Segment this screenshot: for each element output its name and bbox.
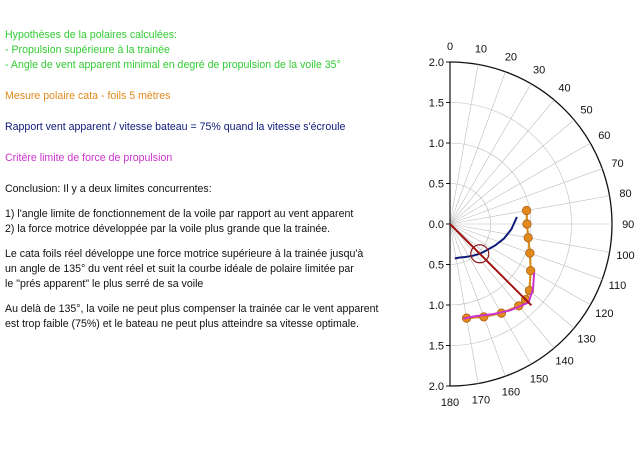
- limit-2: 2) la force motrice développée par la voile plus grande que la trainée.: [5, 223, 331, 235]
- angle-tick-label: 40: [558, 82, 571, 95]
- angle-tick-label: 150: [529, 373, 549, 386]
- paragraph-1-line-2: un angle de 135° du vent réel et suit la courbe idéale de polaire limitée par: [5, 263, 354, 275]
- angle-tick-label: 160: [501, 386, 521, 399]
- angle-tick-label: 70: [611, 158, 624, 171]
- angle-tick-label: 20: [504, 51, 518, 64]
- polar-chart: [400, 36, 640, 456]
- angle-tick-label: 60: [598, 129, 611, 142]
- series-point-mesure: [523, 220, 531, 228]
- series-point-mesure: [526, 249, 534, 257]
- mesure-legend: Mesure polaire cata - foils 5 mètres: [5, 90, 171, 102]
- paragraph-1-line-1: Le cata foils réel développe une force motrice supérieure à la trainée jusqu'à: [5, 248, 364, 260]
- angle-tick-label: 110: [608, 279, 627, 292]
- radial-tick-label: 2.0: [428, 57, 444, 69]
- radial-tick-label: 1.5: [428, 97, 444, 110]
- grid-spoke: [450, 120, 574, 224]
- radial-tick-label: 2.0: [428, 381, 444, 393]
- limit-1: 1) l'angle limite de fonctionnement de la voile par rapport au vent apparent: [5, 208, 354, 220]
- angle-tick-label: 30: [532, 64, 546, 77]
- angle-tick-label: 120: [595, 308, 614, 321]
- grid-spoke: [450, 224, 574, 328]
- critere-legend: Critère limite de force de propulsion: [5, 152, 173, 164]
- radial-tick-label: 0.5: [428, 259, 444, 272]
- radial-tick-label: 1.0: [428, 138, 444, 150]
- angle-tick-label: 0: [446, 40, 454, 53]
- radial-tick-label: 1.5: [428, 340, 444, 353]
- grid-spoke: [450, 224, 505, 376]
- grid-spoke: [450, 72, 505, 224]
- conclusion-title: Conclusion: Il y a deux limites concurrentes:: [5, 183, 212, 195]
- angle-tick-label: 10: [474, 43, 488, 56]
- paragraph-2-line-2: est trop faible (75%) et le bateau ne peut plus atteindre sa vitesse optimale.: [5, 318, 359, 330]
- angle-tick-label: 130: [577, 333, 596, 346]
- radial-tick-label: 0.0: [428, 219, 444, 231]
- angle-tick-label: 90: [622, 219, 635, 231]
- radial-tick-label: 0.5: [428, 178, 444, 191]
- grid-spoke: [450, 100, 554, 224]
- angle-tick-label: 50: [580, 104, 593, 117]
- angle-tick-label: 140: [555, 355, 574, 368]
- series-point-mesure: [522, 206, 530, 214]
- hypothesis-2: - Angle de vent apparent minimal en degré de propulsion de la voile 35°: [5, 59, 341, 71]
- hypothesis-1: - Propulsion supérieure à la trainée: [5, 44, 170, 56]
- series-point-mesure: [524, 234, 532, 242]
- hypotheses-title: Hypothèses de la polaires calculées:: [5, 29, 177, 41]
- paragraph-1-line-3: le "prés apparent" le plus serré de sa voile: [5, 278, 204, 290]
- grid-spoke: [450, 224, 554, 348]
- polar-chart-svg: [400, 36, 640, 456]
- radial-tick-label: 1.0: [428, 300, 444, 312]
- paragraph-2-line-1: Au delà de 135°, la voile ne peut plus compenser la trainée car le vent apparent: [5, 303, 379, 315]
- angle-tick-label: 80: [619, 188, 632, 201]
- notes-panel: [5, 28, 420, 332]
- rapport-legend: Rapport vent apparent / vitesse bateau = 75% quand la vitesse s'écroule: [5, 121, 346, 133]
- angle-tick-label: 170: [471, 394, 491, 407]
- angle-tick-label: 180: [440, 397, 460, 410]
- angle-tick-label: 100: [616, 249, 635, 262]
